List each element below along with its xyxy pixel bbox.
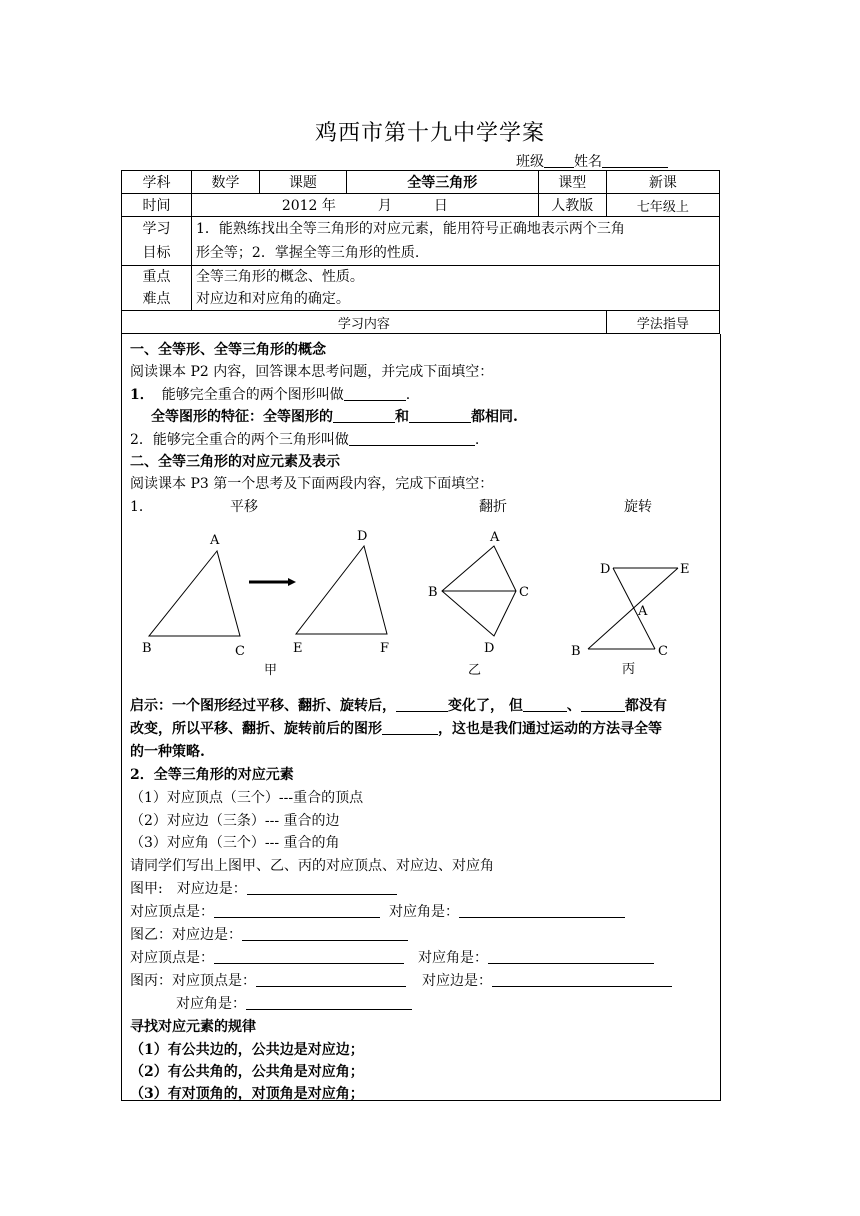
header-row-subject xyxy=(122,171,720,194)
label-bing-E: E xyxy=(680,562,690,577)
caption-yi: 乙 xyxy=(468,663,482,678)
jia-angle-label: 对应角是： xyxy=(389,904,459,920)
rule-title: 寻找对应元素的规律 xyxy=(130,1019,256,1035)
label-bing-B: B xyxy=(571,644,581,659)
header-row-keypoints xyxy=(122,266,720,311)
q1-blank[interactable] xyxy=(344,386,406,401)
hint-text-d: 都没有 xyxy=(624,698,667,714)
hint-text-a: 启示：一个图形经过平移、翻折、旋转后， xyxy=(130,698,396,714)
hint-text-c: 、 xyxy=(566,698,581,714)
bing-vertex-label: 图丙：对应顶点是： xyxy=(130,973,256,989)
name-blank[interactable] xyxy=(602,153,668,168)
guide-header: 学法指导 xyxy=(606,311,719,334)
figure-bing xyxy=(588,568,678,649)
label-jia-A: A xyxy=(210,533,220,548)
yi-side-blank[interactable] xyxy=(242,926,408,941)
class-blank[interactable] xyxy=(544,153,574,168)
hint-blank-3[interactable] xyxy=(581,697,625,712)
name-label: 姓名 xyxy=(574,154,602,170)
rule-3: （3）有对顶角的，对顶角是对应角； xyxy=(130,1086,364,1102)
header-row-time xyxy=(122,194,720,217)
topic-label: 课题 xyxy=(259,171,346,194)
header-row-goals xyxy=(122,217,720,266)
hint-text-b: 变化了， 但 xyxy=(448,698,523,714)
q1-number: 1． xyxy=(130,387,154,403)
section1-title: 一、全等形、全等三角形的概念 xyxy=(130,342,326,358)
edition-value: 人教版 xyxy=(538,194,606,217)
hint-text-e: 改变，所以平移、翻折、旋转前后的图形 xyxy=(130,721,382,737)
section1-q2: 2．能够完全重合的两个三角形叫做 . xyxy=(130,432,480,448)
goals-label xyxy=(122,217,192,266)
element-3: （3）对应角（三个）--- 重合的角 xyxy=(130,835,340,851)
yi-side-line xyxy=(130,924,408,944)
element-2: （2）对应边（三条）--- 重合的边 xyxy=(130,813,340,829)
feature-text-b: 和 xyxy=(395,409,409,425)
q2-blank[interactable] xyxy=(349,431,475,446)
class-name-line xyxy=(516,151,668,171)
rule-2: （2）有公共角的，公共角是对应角； xyxy=(130,1064,364,1080)
subject-value: 数学 xyxy=(191,171,259,194)
yi-angle-label: 对应角是： xyxy=(418,950,488,966)
jia-vertex-blank[interactable] xyxy=(214,903,380,918)
yi-side-label: 图乙：对应边是： xyxy=(130,927,242,943)
bing-angle-blank[interactable] xyxy=(246,995,412,1010)
jia-side-blank[interactable] xyxy=(247,880,397,895)
jia-side-line xyxy=(130,878,397,898)
topic-value: 全等三角形 xyxy=(346,171,538,194)
section2-2-title: 2．全等三角形的对应元素 xyxy=(130,767,294,783)
label-bing-C: C xyxy=(658,644,668,659)
yi-angle-blank[interactable] xyxy=(488,949,654,964)
page-title: 鸡西市第十九中学学案 xyxy=(314,121,545,146)
goals-label-a: 学习 xyxy=(142,221,171,237)
yi-vertex-label: 对应顶点是： xyxy=(130,950,214,966)
caption-bing: 丙 xyxy=(622,662,636,677)
feature-text-c: 都相同. xyxy=(471,409,518,425)
label-bing-A: A xyxy=(638,604,648,619)
element-1: （1）对应顶点（三个）---重合的顶点 xyxy=(130,790,364,806)
keypoints-label-b: 难点 xyxy=(142,291,171,307)
header-table xyxy=(121,170,720,334)
label-jia-E: E xyxy=(293,641,303,656)
caption-jia: 甲 xyxy=(264,663,278,678)
section2-title: 二、全等三角形的对应元素及表示 xyxy=(130,454,340,470)
jia-vertex-label: 对应顶点是： xyxy=(130,904,214,920)
feature-blank-2[interactable] xyxy=(409,408,471,423)
label-flip: 翻折 xyxy=(479,499,507,515)
time-value: 2012 年 月 日 xyxy=(191,194,538,217)
feature-text-a: 全等图形的特征：全等图形的 xyxy=(151,409,333,425)
hint-line-1 xyxy=(130,695,667,715)
hint-blank-2[interactable] xyxy=(523,697,567,712)
hint-blank-4[interactable] xyxy=(382,720,438,735)
label-jia-F: F xyxy=(380,641,390,656)
section1-q1: 1． 能够完全重合的两个图形叫做 . xyxy=(130,387,411,403)
bing-side-blank[interactable] xyxy=(492,972,672,987)
feature-blank-1[interactable] xyxy=(333,408,395,423)
class-label: 班级 xyxy=(516,154,544,170)
q2-text: 2．能够完全重合的两个三角形叫做 xyxy=(130,432,349,448)
bing-angle-line xyxy=(176,993,412,1013)
label-bing-D: D xyxy=(600,562,611,577)
content-header: 学习内容 xyxy=(122,311,607,334)
figures xyxy=(122,524,720,684)
label-yi-D: D xyxy=(484,641,495,656)
figure-yi xyxy=(442,546,516,636)
label-jia-B: B xyxy=(142,641,152,656)
type-value: 新课 xyxy=(606,171,719,194)
goals-text xyxy=(191,217,719,266)
keypoints-text xyxy=(191,266,719,311)
q1-text: 能够完全重合的两个图形叫做 xyxy=(161,387,344,403)
yi-vertex-line xyxy=(130,947,654,967)
label-yi-B: B xyxy=(428,585,438,600)
goals-line-1: 1．能熟练找出全等三角形的对应元素，能用符号正确地表示两个三角 xyxy=(195,221,625,237)
jia-side-label: 图甲: 对应边是： xyxy=(130,881,247,897)
hint-text-f: ，这也是我们通过运动的方法寻全等 xyxy=(438,721,662,737)
keypoints-line-2: 对应边和对应角的确定。 xyxy=(195,291,350,307)
bing-side-label: 对应边是： xyxy=(422,973,492,989)
label-rotate: 旋转 xyxy=(624,499,652,515)
rule-1: （1）有公共边的，公共边是对应边； xyxy=(130,1042,364,1058)
bing-line xyxy=(130,970,672,990)
figure-jia xyxy=(149,551,240,636)
section2-num: 1． xyxy=(130,499,153,515)
type-label: 课型 xyxy=(538,171,606,194)
goals-line-2: 形全等；2．掌握全等三角形的性质. xyxy=(195,245,420,261)
label-yi-C: C xyxy=(519,585,529,600)
header-row-content xyxy=(122,311,720,334)
jia-vertex-line xyxy=(130,901,625,921)
grade-value: 七年级上 xyxy=(606,194,719,217)
arrow-icon xyxy=(249,578,296,586)
label-jia-D: D xyxy=(357,529,368,544)
label-jia-C: C xyxy=(235,644,245,659)
hint-line-3: 的一种策略. xyxy=(130,744,205,760)
keypoints-line-1: 全等三角形的概念、性质。 xyxy=(195,269,364,285)
label-yi-A: A xyxy=(490,530,500,545)
time-label: 时间 xyxy=(122,194,192,217)
section1-feature xyxy=(151,406,518,426)
jia-angle-blank[interactable] xyxy=(459,903,625,918)
yi-vertex-blank[interactable] xyxy=(214,949,404,964)
goals-label-b: 目标 xyxy=(142,245,171,261)
section2-read: 阅读课本 P3 第一个思考及下面两段内容，完成下面填空： xyxy=(130,476,494,492)
section1-read: 阅读课本 P2 内容，回答课本思考问题，并完成下面填空： xyxy=(130,364,494,380)
keypoints-label xyxy=(122,266,192,311)
ask-line: 请同学们写出上图甲、乙、丙的对应顶点、对应边、对应角 xyxy=(130,858,494,874)
hint-line-2 xyxy=(130,718,662,738)
label-translate: 平移 xyxy=(230,499,258,515)
bing-vertex-blank[interactable] xyxy=(256,972,406,987)
hint-blank-1[interactable] xyxy=(396,697,448,712)
bing-angle-label: 对应角是： xyxy=(176,996,246,1012)
subject-label: 学科 xyxy=(122,171,192,194)
keypoints-label-a: 重点 xyxy=(142,269,171,285)
content-box xyxy=(121,334,721,1101)
